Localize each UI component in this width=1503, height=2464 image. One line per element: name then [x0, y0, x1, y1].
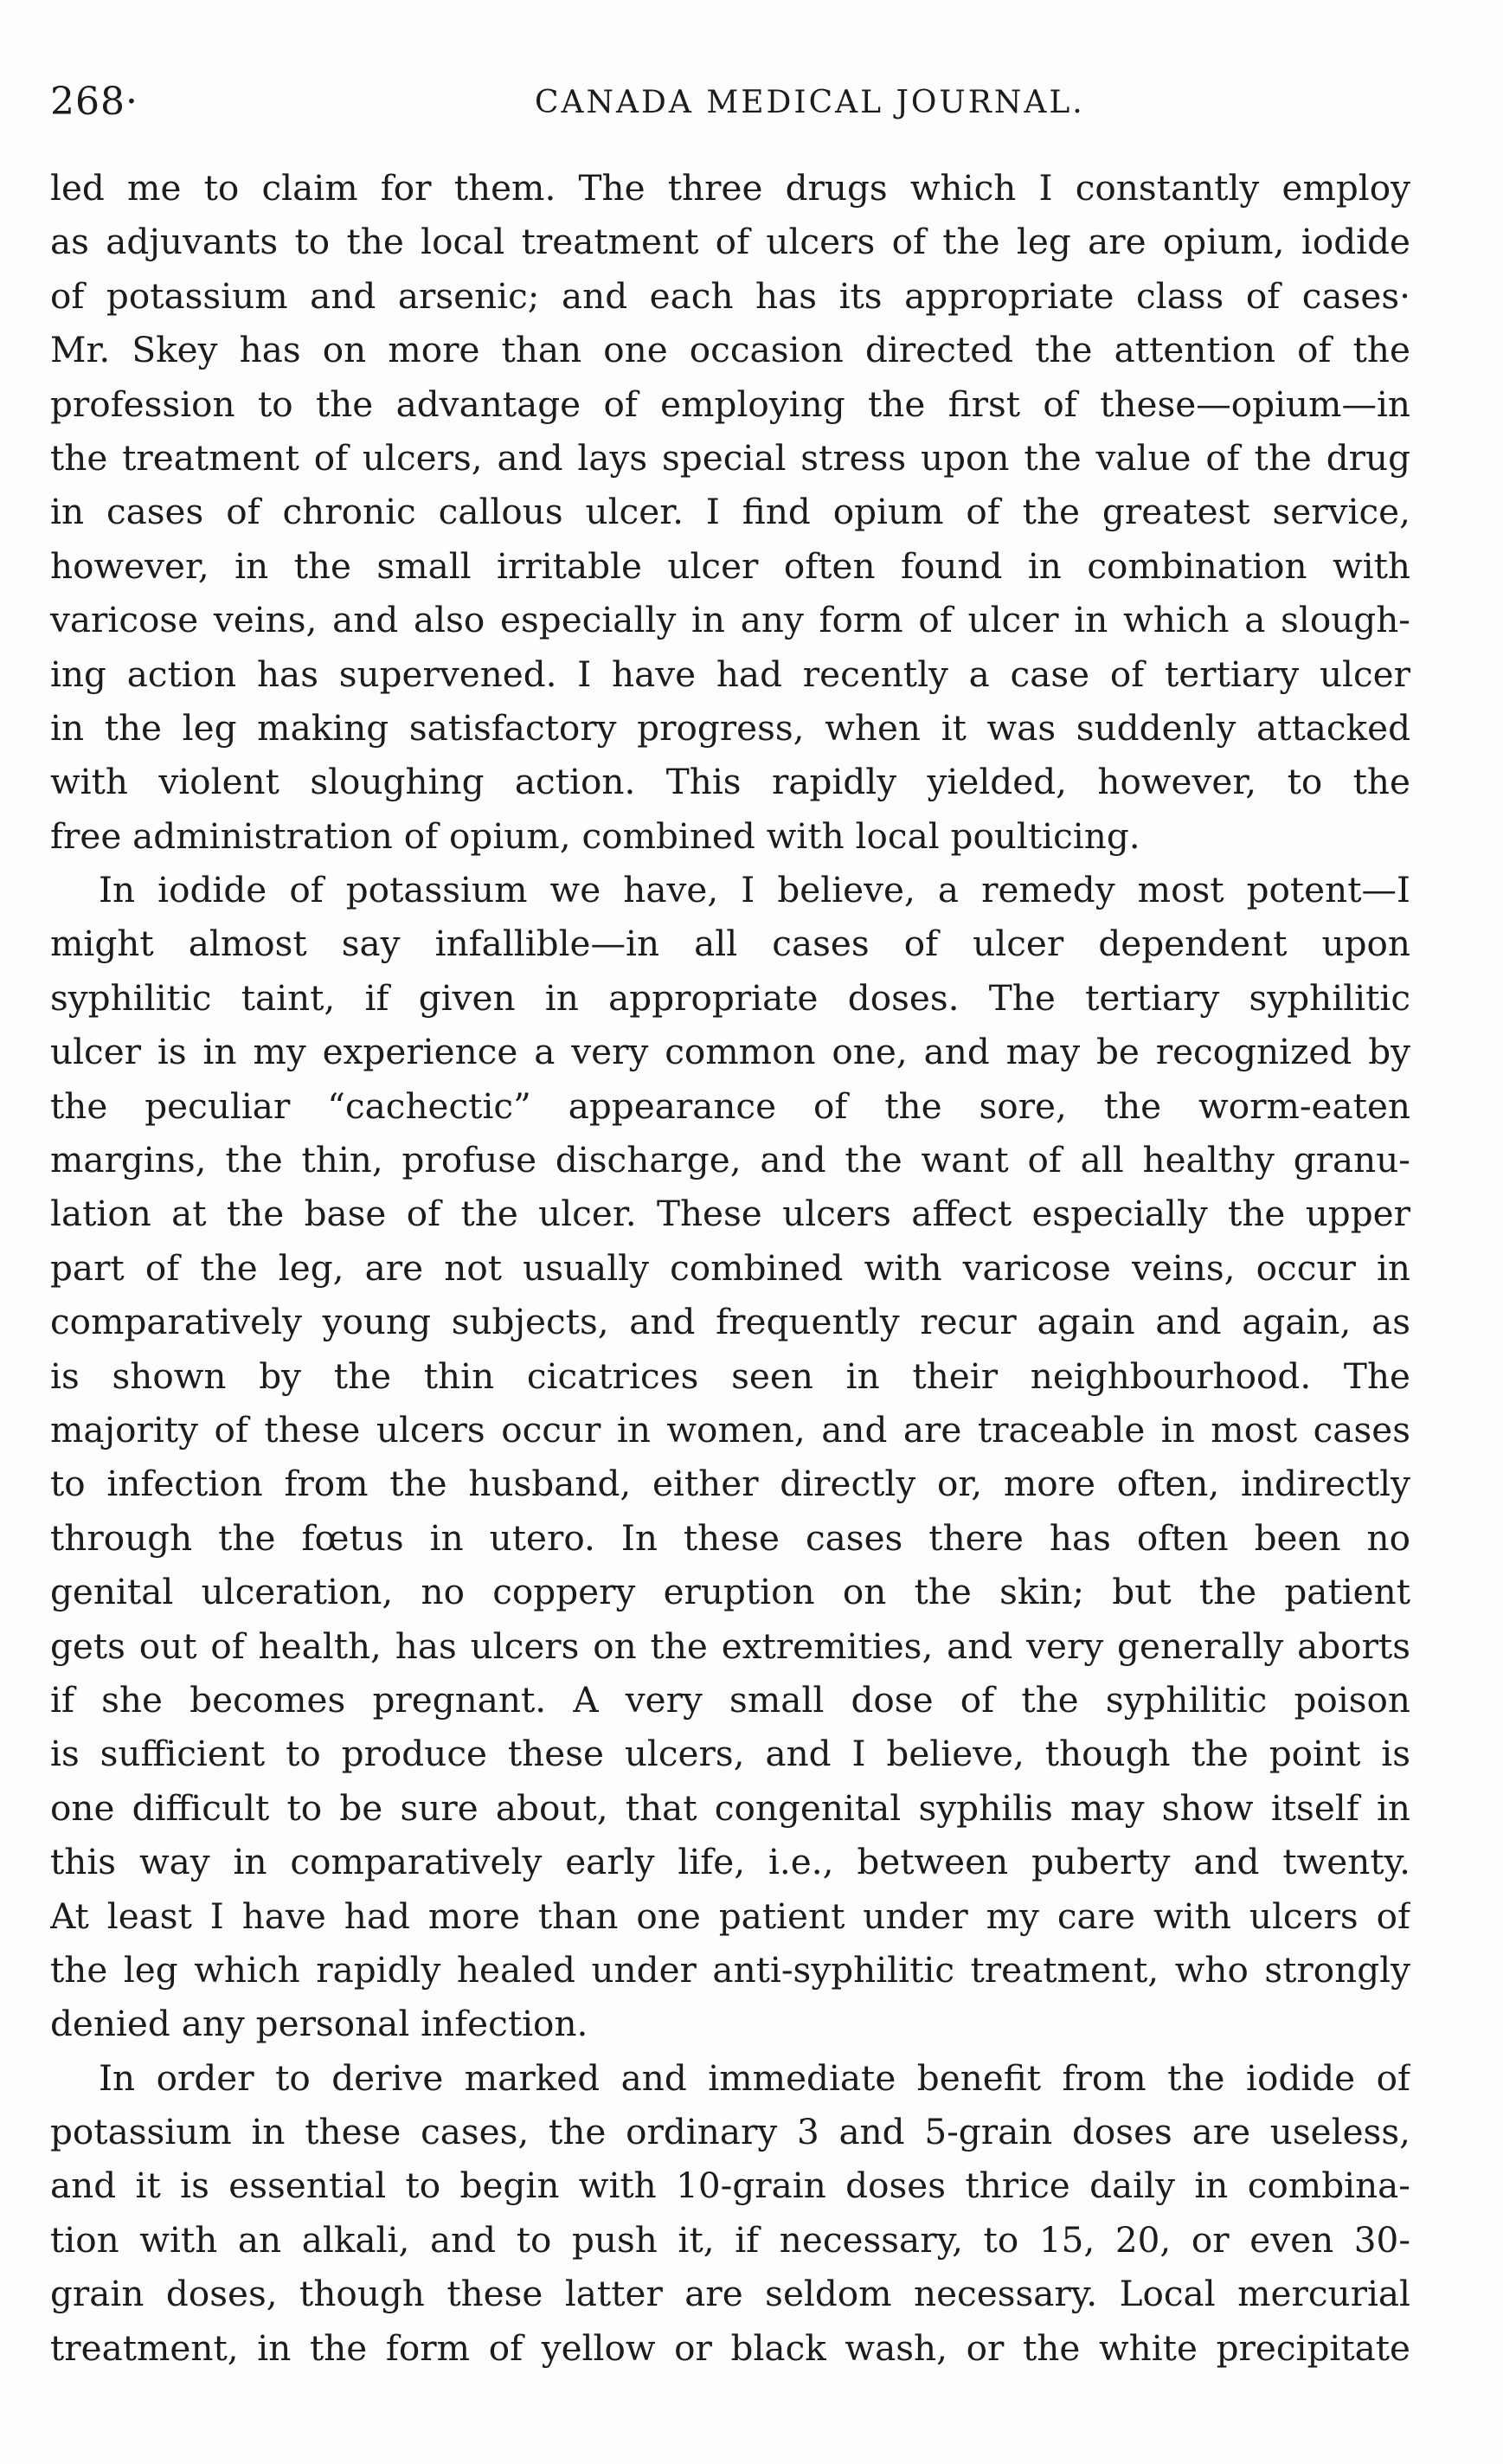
page-header [50, 80, 1409, 132]
text-line: ing action has supervened. I have had recently a case of tertiary ulcer [50, 653, 1410, 695]
text-line: free administration of opium, combined with local poulticing. [50, 814, 1140, 857]
text-line: the leg which rapidly healed under anti-syphilitic treatment, who strongly [50, 1948, 1410, 1991]
text-line: this way in comparatively early life, i.e., between puberty and twenty. [50, 1841, 1410, 1883]
paragraph-2 [50, 863, 1410, 2051]
text-line: At least I have had more than one patient under my care with ulcers of [50, 1895, 1410, 1937]
text-line: genital ulceration, no coppery eruption on the skin; but the patient [50, 1571, 1410, 1613]
text-line: the peculiar “cachectic” appearance of the sore, the worm-eaten [50, 1084, 1410, 1127]
text-line: of potassium and arsenic; and each has its appropriate class of cases· [50, 274, 1410, 317]
text-line: profession to the advantage of employing the first of these—opium—in [50, 383, 1410, 425]
text-line: varicose veins, and also especially in any form of ulcer in which a slough- [50, 599, 1410, 641]
text-line: syphilitic taint, if given in appropriate doses. The tertiary syphilitic [50, 976, 1410, 1019]
text-line: margins, the thin, profuse discharge, and the want of all healthy granu- [50, 1139, 1410, 1181]
article-body [50, 161, 1410, 2375]
text-line: gets out of health, has ulcers on the extremities, and very generally aborts [50, 1624, 1410, 1667]
text-line: in cases of chronic callous ulcer. I find opium of the greatest service, [50, 491, 1410, 533]
text-line: ulcer is in my experience a very common one, and may be recognized by [50, 1031, 1410, 1073]
text-line: with violent sloughing action. This rapidly yielded, however, to the [50, 761, 1410, 803]
text-line: tion with an alkali, and to push it, if necessary, to 15, 20, or even 30- [50, 2218, 1410, 2261]
text-line: led me to claim for them. The three drugs which I constantly employ [50, 167, 1410, 209]
text-line: Mr. Skey has on more than one occasion directed the attention of the [50, 329, 1410, 371]
text-line: might almost say infallible—in all cases of ulcer dependent upon [50, 923, 1410, 965]
text-line: lation at the base of the ulcer. These ulcers affect especially the upper [50, 1193, 1410, 1235]
text-line: In iodide of potassium we have, I believe, a remedy most potent—I [99, 869, 1410, 911]
text-line: in the leg making satisfactory progress, when it was suddenly attacked [50, 706, 1410, 749]
text-line: as adjuvants to the local treatment of ulcers of the leg are opium, iodide [50, 221, 1410, 263]
text-line: however, in the small irritable ulcer often found in combination with [50, 544, 1410, 587]
text-line: to infection from the husband, either directly or, more often, indirectly [50, 1463, 1410, 1505]
text-line: part of the leg, are not usually combined with varicose veins, occur in [50, 1246, 1410, 1289]
text-line: and it is essential to begin with 10-grain doses thrice daily in combina- [50, 2165, 1410, 2207]
text-line: is shown by the thin cicatrices seen in their neighbourhood. The [50, 1354, 1410, 1397]
text-line: majority of these ulcers occur in women, and are traceable in most cases [50, 1408, 1410, 1451]
text-line: is sufficient to produce these ulcers, and I believe, though the point is [50, 1733, 1410, 1775]
paragraph-1 [50, 161, 1410, 863]
text-line: one difficult to be sure about, that congenital syphilis may show itself in [50, 1786, 1410, 1829]
text-line: denied any personal infection. [50, 2003, 588, 2045]
text-line: potassium in these cases, the ordinary 3 and 5-grain doses are useless, [50, 2111, 1410, 2153]
paragraph-3 [50, 2051, 1410, 2375]
text-line: through the fœtus in utero. In these cases there has often been no [50, 1516, 1410, 1559]
text-line: treatment, in the form of yellow or black wash, or the white precipitate [50, 2326, 1410, 2369]
text-line: comparatively young subjects, and frequently recur again and again, as [50, 1301, 1410, 1343]
text-line: the treatment of ulcers, and lays special stress upon the value of the drug [50, 436, 1410, 479]
running-title: CANADA MEDICAL JOURNAL. [535, 85, 1085, 120]
text-line: if she becomes pregnant. A very small dose of the syphilitic poison [50, 1678, 1410, 1721]
text-line: In order to derive marked and immediate benefit from the iodide of [99, 2056, 1410, 2099]
text-line: grain doses, though these latter are seldom necessary. Local mercurial [50, 2273, 1410, 2315]
page-number: 268· [50, 80, 138, 124]
